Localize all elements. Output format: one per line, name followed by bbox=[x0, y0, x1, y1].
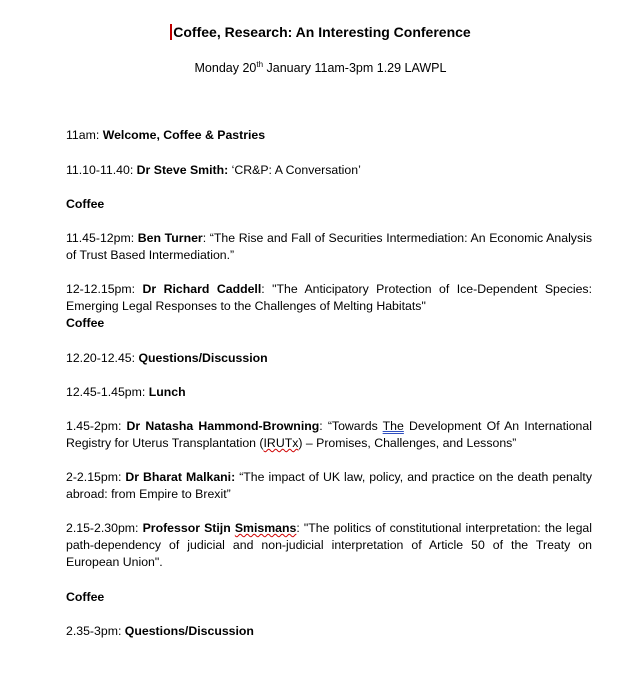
schedule-item-questions-2: 2.35-3pm: Questions/Discussion bbox=[66, 624, 254, 638]
schedule-item-coffee-2: Coffee bbox=[66, 590, 105, 604]
schedule-item-questions-1: 12.20-12.45: Questions/Discussion bbox=[66, 351, 268, 365]
schedule-item-hammond-browning: 1.45-2pm: Dr Natasha Hammond-Browning: “Towards The Development Of An International Registry for Uterus Transplantation (IRUTx) – Promises, Challenges, and Lessons” bbox=[66, 419, 592, 450]
schedule-item-caddell: 12-12.15pm: Dr Richard Caddell: "The Anticipatory Protection of Ice-Dependent Species: Emerging Legal Responses to the Challenges of Melting Habitats" Coffee bbox=[66, 282, 592, 330]
schedule-item-welcome: 11am: Welcome, Coffee & Pastries bbox=[66, 128, 266, 142]
schedule-item-turner: 11.45-12pm: Ben Turner: “The Rise and Fall of Securities Intermediation: An Economic Analysis of Trust Based Intermediation.” bbox=[66, 231, 592, 262]
document-title: Coffee, Research: An Interesting Conference bbox=[0, 24, 641, 40]
schedule-item-smismans: 2.15-2.30pm: Professor Stijn Smismans: "The politics of constitutional interpretation: the legal path-dependency of judicial and non-judicial interpretation of Article 50 of the Treaty on European Union". bbox=[66, 521, 592, 569]
schedule-item-lunch: 12.45-1.45pm: Lunch bbox=[66, 385, 186, 399]
schedule-item-smith: 11.10-11.40: Dr Steve Smith: ‘CR&P: A Conversation’ bbox=[66, 163, 361, 177]
schedule-item-coffee-1: Coffee bbox=[66, 197, 105, 211]
schedule-item-malkani: 2-2.15pm: Dr Bharat Malkani: “The impact of UK law, policy, and practice on the death penalty abroad: from Empire to Brexit” bbox=[66, 470, 592, 501]
text-cursor bbox=[170, 24, 172, 40]
event-details: Monday 20th January 11am-3pm 1.29 LAWPL bbox=[194, 60, 447, 75]
